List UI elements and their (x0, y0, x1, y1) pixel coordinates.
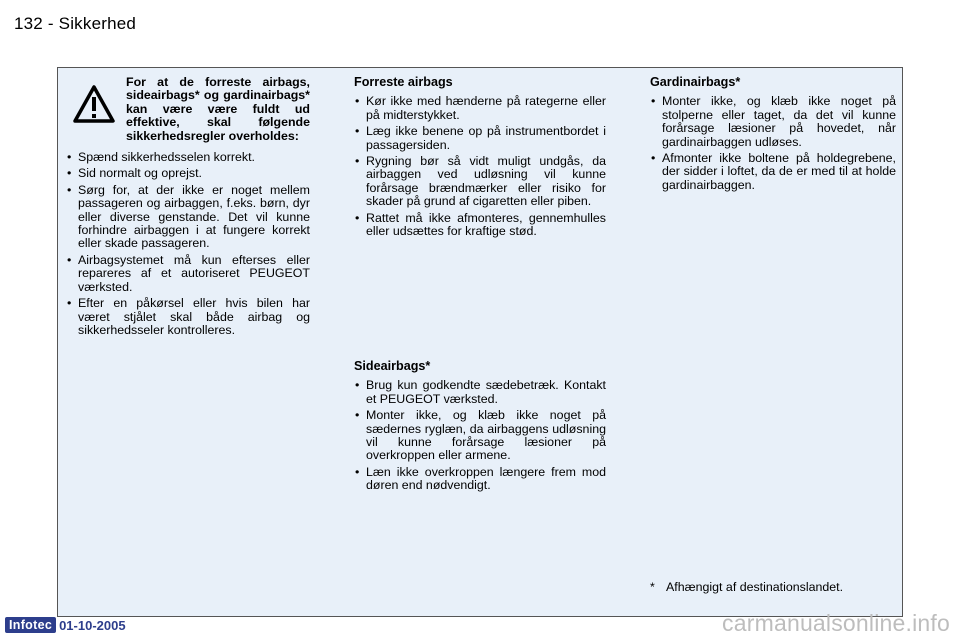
list-item: • Monter ikke, og klæb ikke noget på sædernes ryglæn, da airbaggens udløsning vil kunne forårsage læsioner på overkroppen eller armene. (354, 409, 606, 463)
list-item: • Sørg for, at der ikke er noget mellem passageren og airbaggen, f.eks. børn, dyr eller diverse genstande. Det vil kunne forhindre airbaggen i at fungere korrekt eller skade passageren. (66, 184, 310, 251)
section-heading: Gardinairbags* (650, 75, 741, 89)
warning-text: For at de forreste airbags, sideairbags* og gardinairbags* kan være være fuldt ud effektive, skal følgende sikkerhedsregler overholdes: (126, 75, 310, 143)
side-airbags-section (354, 360, 606, 496)
safety-panel (57, 67, 903, 617)
footnote-marker: * (650, 580, 655, 594)
footnote-text: Afhængigt af destinationslandet. (666, 580, 844, 594)
curtain-airbags-section (650, 76, 896, 195)
watermark: carmanualsonline.info (722, 610, 950, 636)
curtain-airbags-list (650, 95, 896, 192)
front-airbags-list (354, 95, 606, 238)
section-heading: Forreste airbags (354, 75, 453, 89)
side-airbags-list (354, 379, 606, 492)
list-item: • Brug kun godkendte sædebetræk. Kontakt et PEUGEOT værksted. (354, 379, 606, 406)
footer-date: 01-10-2005 (59, 617, 126, 633)
footer (5, 617, 126, 633)
list-item: • Sid normalt og oprejst. (66, 167, 310, 180)
brand-logo: Infotec (5, 617, 56, 633)
list-item: • Efter en påkørsel eller hvis bilen har været stjålet skal både airbag og sikkerhedsseler kontrolleres. (66, 297, 310, 337)
list-item: • Rattet må ikke afmonteres, gennemhulles eller udsættes for kraftige stød. (354, 212, 606, 239)
page-title: 132 - Sikkerhed (14, 14, 137, 33)
warning-header (66, 76, 310, 143)
list-item: • Læn ikke overkroppen længere frem mod døren end nødvendigt. (354, 466, 606, 493)
front-airbags-section (354, 76, 606, 241)
list-item: • Læg ikke benene op på instrumentbordet i passagersiden. (354, 125, 606, 152)
warning-column (66, 76, 310, 340)
footnote (650, 580, 843, 594)
warning-list (66, 151, 310, 337)
list-item: • Airbagsystemet må kun efterses eller repareres af et autoriseret PEUGEOT værksted. (66, 254, 310, 294)
section-heading: Sideairbags* (354, 359, 431, 373)
list-item: • Spænd sikkerhedsselen korrekt. (66, 151, 310, 164)
list-item: • Kør ikke med hænderne på rategerne eller på midterstykket. (354, 95, 606, 122)
list-item: • Monter ikke, og klæb ikke noget på stolperne eller taget, da det vil kunne forårsage læsioner på hovedet, når gardinairbaggen udløses. (650, 95, 896, 149)
list-item: • Rygning bør så vidt muligt undgås, da airbaggen ved udløsning vil kunne forårsage brændmærker eller risiko for skader på grund af cigaretten eller piben. (354, 155, 606, 209)
warning-triangle-icon (72, 84, 116, 124)
list-item: • Afmonter ikke boltene på holdegrebene, der sidder i loftet, da de er med til at holde gardinairbaggen. (650, 152, 896, 192)
